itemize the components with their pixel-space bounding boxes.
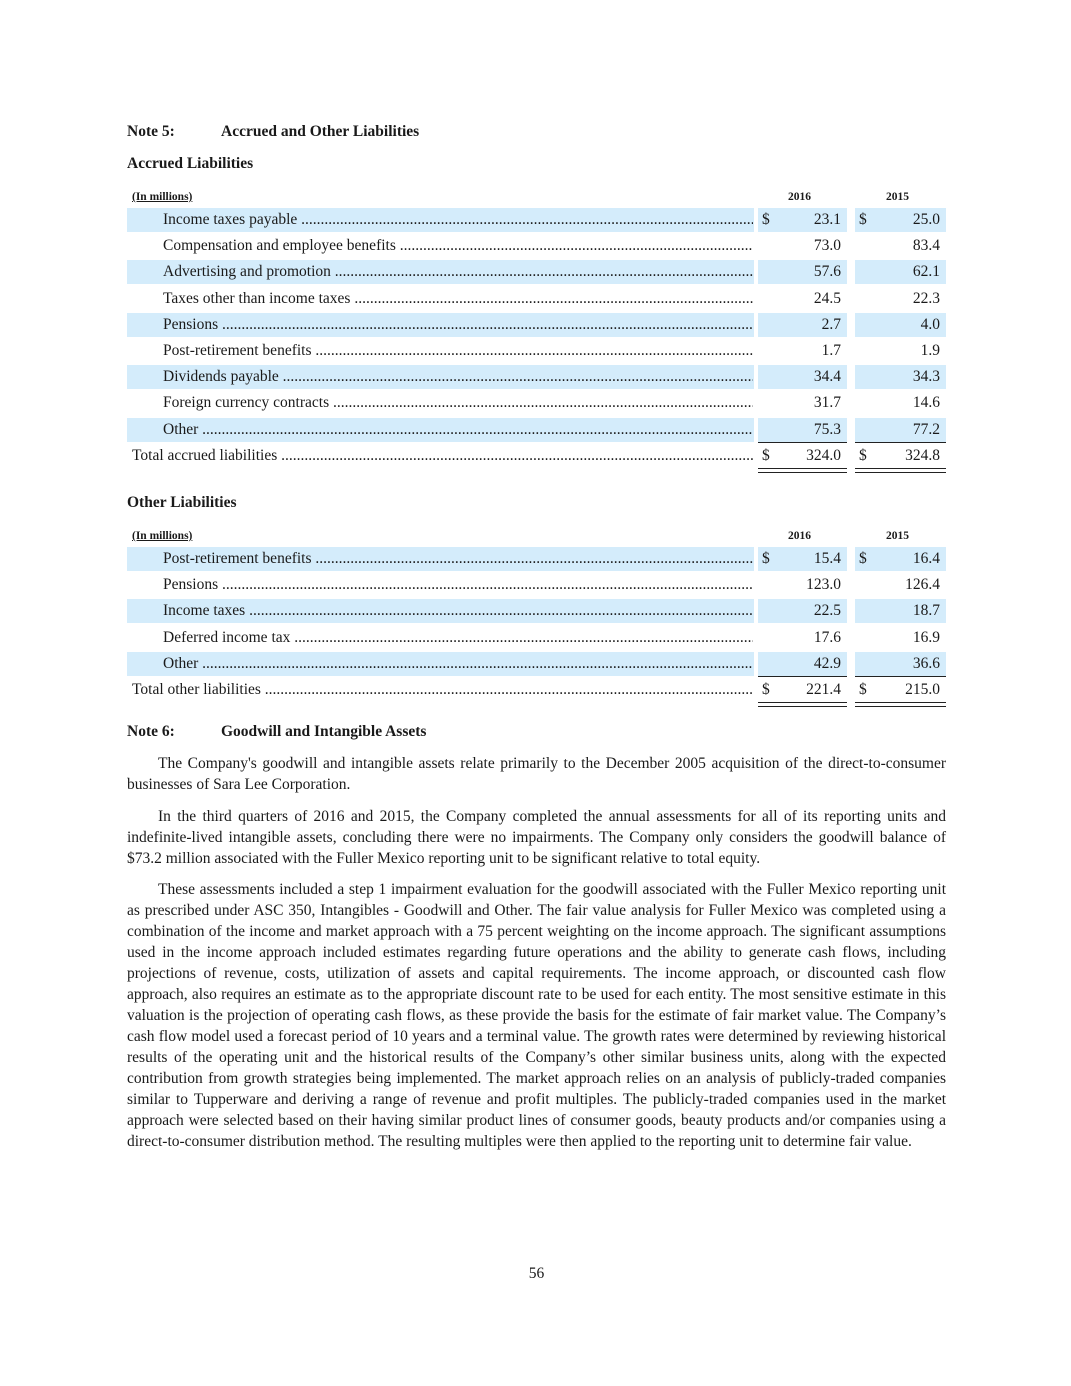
accrued-section-title: Accrued Liabilities <box>127 155 254 172</box>
dollar-sign: $ <box>859 211 867 228</box>
value-2016: 24.5 <box>813 289 841 307</box>
value-2016: 34.4 <box>813 368 841 386</box>
value-2015: 62.1 <box>912 263 940 281</box>
row-label: Compensation and employee benefits ..... <box>163 233 753 259</box>
paragraph: These assessments included a step 1 impairment evaluation for the goodwill associated with the Fuller Mexico reporting unit as prescribed under ASC 350, Intangibles - Goodwill and Other. The fair value analysis for Fuller Mexico was completed using a combination of the income and market approach with a 75 percent weighting on the income approach. The significant assumptions used in the income approach included estimates regarding future operations and the ability to generate cash flows, including projections of revenue, costs, utilization of assets and capital requirements. The income approach, or discounted cash flow approach, also requires an estimate as to the appropriate discount rate to be used for each entity. The most sensitive estimate in this valuation is the projection of operating cash flows, as these provide the basis for the estimate of fair market value. The Company’s cash flow model used a forecast period of 10 years and a terminal value. The growth rates were determined by reviewing historical results of the operating unit and the historical results of the Company’s other similar business units, along with the expected contribution from growth strategies being implemented. The market approach relies on an analysis of publicly-traded companies similar to Tupperware and deriving a range of revenue and profit multiples. The publicly-traded companies used in the market approach were selected based on their having similar product lines of consumer goods, beauty products and/or companies using a direct-to-consumer distribution method. The resulting multiples were then applied to the reporting unit to determine fair value. <box>127 881 946 1150</box>
row-label: Post-retirement benefits ..... <box>163 546 753 572</box>
row-label: Income taxes ..... <box>163 598 753 624</box>
value-2015: 25.0 <box>912 211 940 228</box>
total-2015: 324.8 <box>905 446 940 464</box>
table-row <box>127 286 946 312</box>
dollar-sign: $ <box>762 550 770 567</box>
dollar-sign: $ <box>859 550 867 567</box>
year-header-2015: 2015 <box>886 191 909 203</box>
double-underline <box>758 702 847 707</box>
total-2016: 221.4 <box>806 680 841 698</box>
value-2016: 31.7 <box>813 394 841 412</box>
value-2015: 22.3 <box>912 289 940 307</box>
double-underline <box>758 468 847 473</box>
unit-label: (In millions) <box>132 530 193 542</box>
row-label: Income taxes payable ..... <box>163 207 753 233</box>
row-label: Foreign currency contracts ..... <box>163 390 753 416</box>
value-2015: 83.4 <box>912 237 940 255</box>
value-2015: 16.4 <box>912 550 940 567</box>
table-row <box>127 651 946 677</box>
total-2016: 324.0 <box>806 446 841 464</box>
row-label: Dividends payable ..... <box>163 364 753 390</box>
dollar-sign: $ <box>859 680 867 698</box>
table-row <box>127 338 946 364</box>
year-header-2016: 2016 <box>788 530 811 542</box>
value-2016: 17.6 <box>813 628 841 646</box>
value-2016: 22.5 <box>813 602 841 620</box>
table-header <box>127 191 946 207</box>
value-2015: 16.9 <box>912 628 940 646</box>
value-2015: 36.6 <box>912 654 940 672</box>
row-label: Advertising and promotion ..... <box>163 259 753 285</box>
value-2016: 75.3 <box>813 420 841 438</box>
value-2016: 42.9 <box>813 654 841 672</box>
table-row <box>127 598 946 624</box>
value-2015: 14.6 <box>912 394 940 412</box>
paragraph: In the third quarters of 2016 and 2015, the Company completed the annual assessments for all of its reporting units and indefinite-lived intangible assets, concluding there were no impairments. The Company only considers the goodwill balance of $73.2 million associated with the Fuller Mexico reporting unit to be significant relative to total equity. <box>127 808 946 867</box>
row-label: Deferred income tax ..... <box>163 625 753 651</box>
total-2015: 215.0 <box>905 680 940 698</box>
note5-number: Note 5: <box>127 123 175 140</box>
value-2016: 23.1 <box>813 211 841 228</box>
note6-heading <box>127 723 426 741</box>
dollar-sign: $ <box>859 446 867 464</box>
value-2016: 73.0 <box>813 237 841 255</box>
value-2015: 34.3 <box>912 368 940 386</box>
row-label: Taxes other than income taxes ..... <box>163 286 753 312</box>
dollar-sign: $ <box>762 680 770 698</box>
row-label: Pensions ..... <box>163 572 753 598</box>
total-label: Total accrued liabilities ..... <box>132 443 753 469</box>
table-header <box>127 530 946 546</box>
note6-title: Goodwill and Intangible Assets <box>221 723 427 740</box>
value-2016: 123.0 <box>806 576 841 594</box>
note5-title: Accrued and Other Liabilities <box>221 123 420 140</box>
year-header-2015: 2015 <box>886 530 909 542</box>
value-2015: 126.4 <box>905 576 940 594</box>
table-row <box>127 390 946 416</box>
table-row <box>127 417 946 443</box>
dollar-sign: $ <box>762 211 770 228</box>
other-section-title: Other Liabilities <box>127 494 237 511</box>
value-2016: 15.4 <box>813 550 841 567</box>
double-underline <box>855 468 946 473</box>
value-2016: 1.7 <box>821 341 841 359</box>
total-label: Total other liabilities ..... <box>132 677 753 703</box>
value-2015: 18.7 <box>912 602 940 620</box>
other-liabilities-table <box>127 530 946 703</box>
table-row <box>127 572 946 598</box>
note5-heading <box>127 123 419 141</box>
value-2016: 57.6 <box>813 263 841 281</box>
value-2015: 4.0 <box>920 315 940 333</box>
note6-number: Note 6: <box>127 723 175 740</box>
table-row <box>127 625 946 651</box>
total-row <box>127 443 946 469</box>
table-row <box>127 259 946 285</box>
accrued-liabilities-table <box>127 191 946 469</box>
value-2015: 77.2 <box>912 420 940 438</box>
table-row <box>127 364 946 390</box>
value-2015: 1.9 <box>920 341 940 359</box>
row-label: Other ..... <box>163 417 753 443</box>
page-number: 56 <box>528 1265 545 1282</box>
year-header-2016: 2016 <box>788 191 811 203</box>
total-row <box>127 677 946 703</box>
unit-label: (In millions) <box>132 191 193 203</box>
value-2016: 2.7 <box>821 315 841 333</box>
paragraph: The Company's goodwill and intangible assets relate primarily to the December 2005 acquisition of the direct-to-consumer businesses of Sara Lee Corporation. <box>127 755 946 793</box>
dollar-sign: $ <box>762 446 770 464</box>
table-row <box>127 546 946 572</box>
table-row <box>127 233 946 259</box>
table-row <box>127 207 946 233</box>
row-label: Pensions ..... <box>163 312 753 338</box>
row-label: Post-retirement benefits ..... <box>163 338 753 364</box>
double-underline <box>855 702 946 707</box>
row-label: Other ..... <box>163 651 753 677</box>
table-row <box>127 312 946 338</box>
